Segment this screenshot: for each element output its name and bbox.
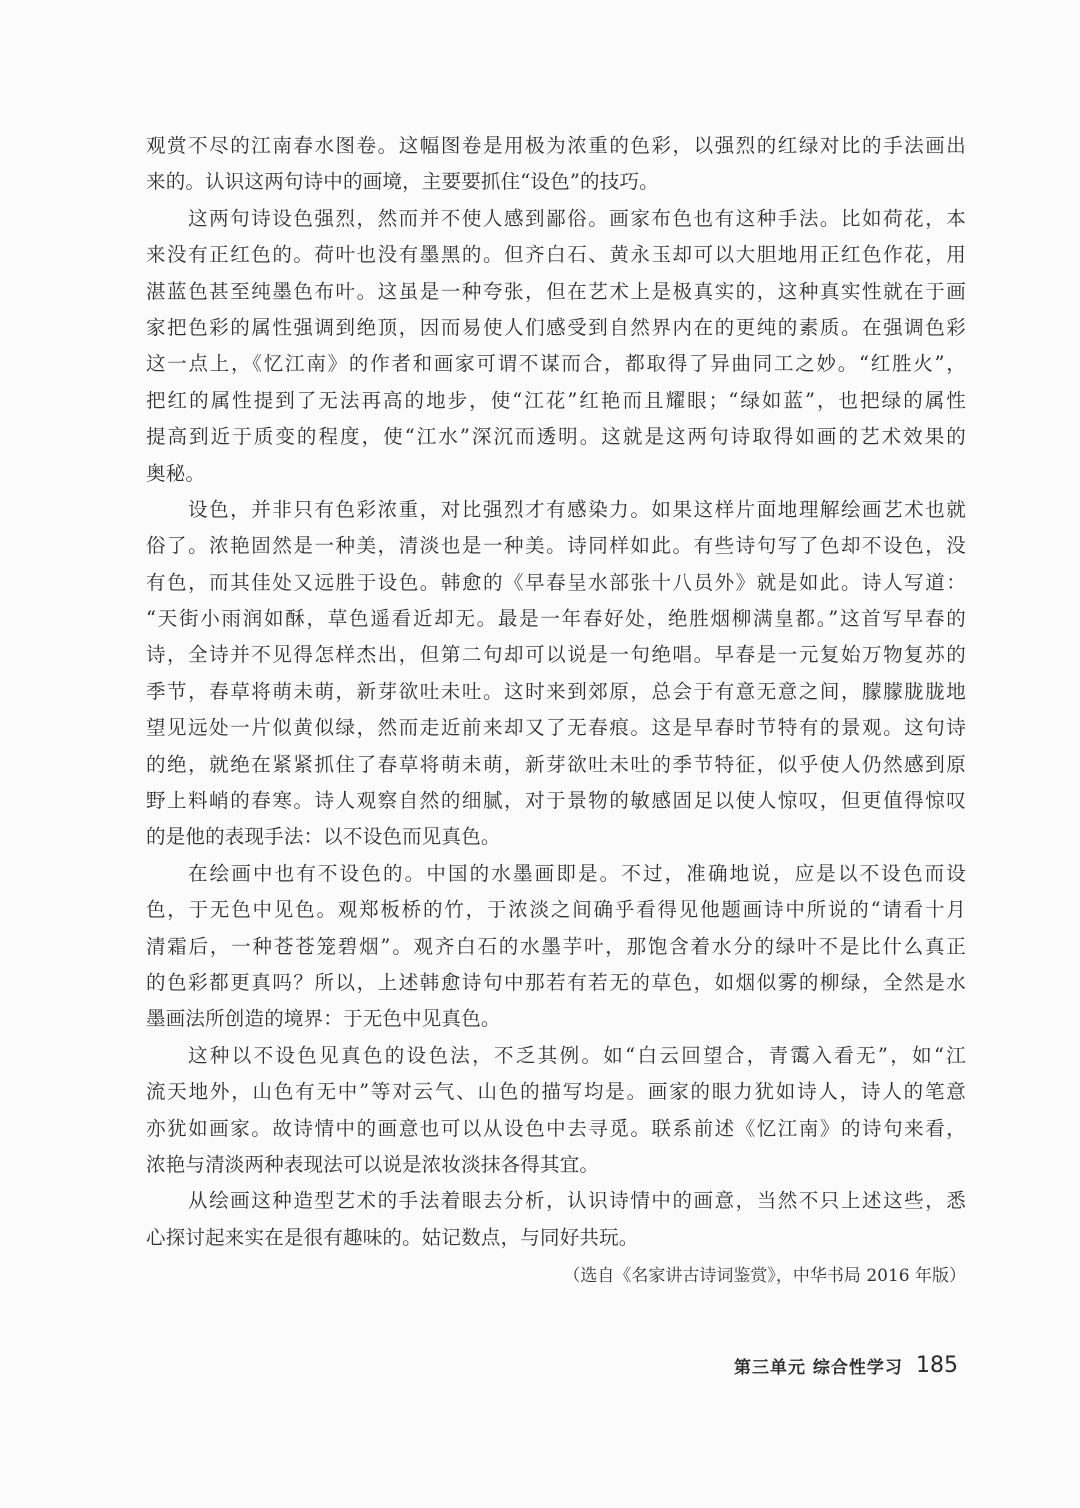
text-line: 季节，春草将萌未萌，新芽欲吐未吐。这时来到郊原，总会于有意无意之间，朦朦胧胧地 <box>146 679 966 703</box>
text-line: 有色，而其佳处又远胜于设色。韩愈的《早春呈水部张十八员外》就是如此。诗人写道： <box>146 570 966 594</box>
text-line: 这两句诗设色强烈，然而并不使人感到鄙俗。画家布色也有这种手法。比如荷花，本 <box>188 206 966 230</box>
page-number: 185 <box>916 1353 958 1378</box>
text-line: 家把色彩的属性强调到绝顶，因而易使人们感受到自然界内在的更纯的素质。在强调色彩 <box>146 315 966 339</box>
text-line: 从绘画这种造型艺术的手法着眼去分析，认识诗情中的画意，当然不只上述这些，悉 <box>188 1189 966 1213</box>
text-line: 流天地外，山色有无中”等对云气、山色的描写均是。画家的眼力犹如诗人，诗人的笔意 <box>146 1080 966 1104</box>
unit-title: 第三单元 综合性学习 <box>733 1358 903 1378</box>
text-line: “天街小雨润如酥，草色遥看近却无。最是一年春好处，绝胜烟柳满皇都。”这首写早春的 <box>146 607 966 631</box>
text-line: 的是他的表现手法：以不设色而见真色。 <box>146 825 501 849</box>
text-line: 野上料峭的春寒。诗人观察自然的细腻，对于景物的敏感固足以使人惊叹，但更值得惊叹 <box>146 789 966 813</box>
text-line: 诗，全诗并不见得怎样杰出，但第二句却可以说是一句绝唱。早春是一元复始万物复苏的 <box>146 643 966 667</box>
paragraph-1 <box>146 128 966 201</box>
text-line: 设色，并非只有色彩浓重，对比强烈才有感染力。如果这样片面地理解绘画艺术也就 <box>188 497 966 521</box>
text-line: 这一点上，《忆江南》的作者和画家可谓不谋而合，都取得了异曲同工之妙。“红胜火”， <box>146 352 966 376</box>
text-line: 墨画法所创造的境界：于无色中见真色。 <box>146 1007 501 1031</box>
text-line: 湛蓝色甚至纯墨色布叶。这虽是一种夸张，但在艺术上是极真实的，这种真实性就在于画 <box>146 279 966 303</box>
source-citation: （选自《名家讲古诗词鉴赏》，中华书局 2016 年版） <box>563 1266 966 1287</box>
text-line: 的色彩都更真吗？所以，上述韩愈诗句中那若有若无的草色，如烟似雾的柳绿，全然是水 <box>146 970 966 994</box>
text-line: 望见远处一片似黄似绿，然而走近前来却又了无春痕。这是早春时节特有的景观。这句诗 <box>146 716 966 740</box>
text-line: 来没有正红色的。荷叶也没有墨黑的。但齐白石、黄永玉却可以大胆地用正红色作花，用 <box>146 243 966 267</box>
text-line: 来的。认识这两句诗中的画境，主要要抓住“设色”的技巧。 <box>146 170 659 194</box>
text-line: 在绘画中也有不设色的。中国的水墨画即是。不过，准确地说，应是以不设色而设 <box>188 861 966 885</box>
text-line: 色，于无色中见色。观郑板桥的竹，于浓淡之间确乎看得见他题画诗中所说的“请看十月 <box>146 898 966 922</box>
text-line: 把红的属性提到了无法再高的地步，使“江花”红艳而且耀眼；“绿如蓝”，也把绿的属性 <box>146 388 966 412</box>
text-line: 奥秘。 <box>146 461 206 485</box>
paragraph-4 <box>146 856 966 1038</box>
text-line: 浓艳与清淡两种表现法可以说是浓妆淡抹各得其宜。 <box>146 1152 600 1176</box>
text-line: 这种以不设色见真色的设色法，不乏其例。如“白云回望合，青霭入看无”，如“江 <box>188 1043 966 1067</box>
text-line: 观赏不尽的江南春水图卷。这幅图卷是用极为浓重的色彩，以强烈的红绿对比的手法画出 <box>146 134 966 157</box>
paragraph-3 <box>146 492 966 856</box>
text-line: 俗了。浓艳固然是一种美，清淡也是一种美。诗同样如此。有些诗句写了色却不设色，没 <box>146 534 966 558</box>
text-line: 的绝，就绝在紧紧抓住了春草将萌未萌，新芽欲吐未吐的季节特征，似乎使人仍然感到原 <box>146 752 966 776</box>
article-body <box>146 128 966 1296</box>
paragraph-6 <box>146 1183 966 1256</box>
text-line: 心探讨起来实在是很有趣味的。姑记数点，与同好共玩。 <box>146 1225 639 1249</box>
text-line: 清霜后，一种苍苍笼碧烟”。观齐白石的水墨芋叶，那饱含着水分的绿叶不是比什么真正 <box>146 934 966 958</box>
paragraph-5 <box>146 1038 966 1184</box>
page-footer <box>734 1353 958 1378</box>
text-line: 提高到近于质变的程度，使“江水”深沉而透明。这就是这两句诗取得如画的艺术效果的 <box>146 425 966 449</box>
paragraph-2 <box>146 201 966 492</box>
text-line: 亦犹如画家。故诗情中的画意也可以从设色中去寻觅。联系前述《忆江南》的诗句来看， <box>146 1116 966 1140</box>
